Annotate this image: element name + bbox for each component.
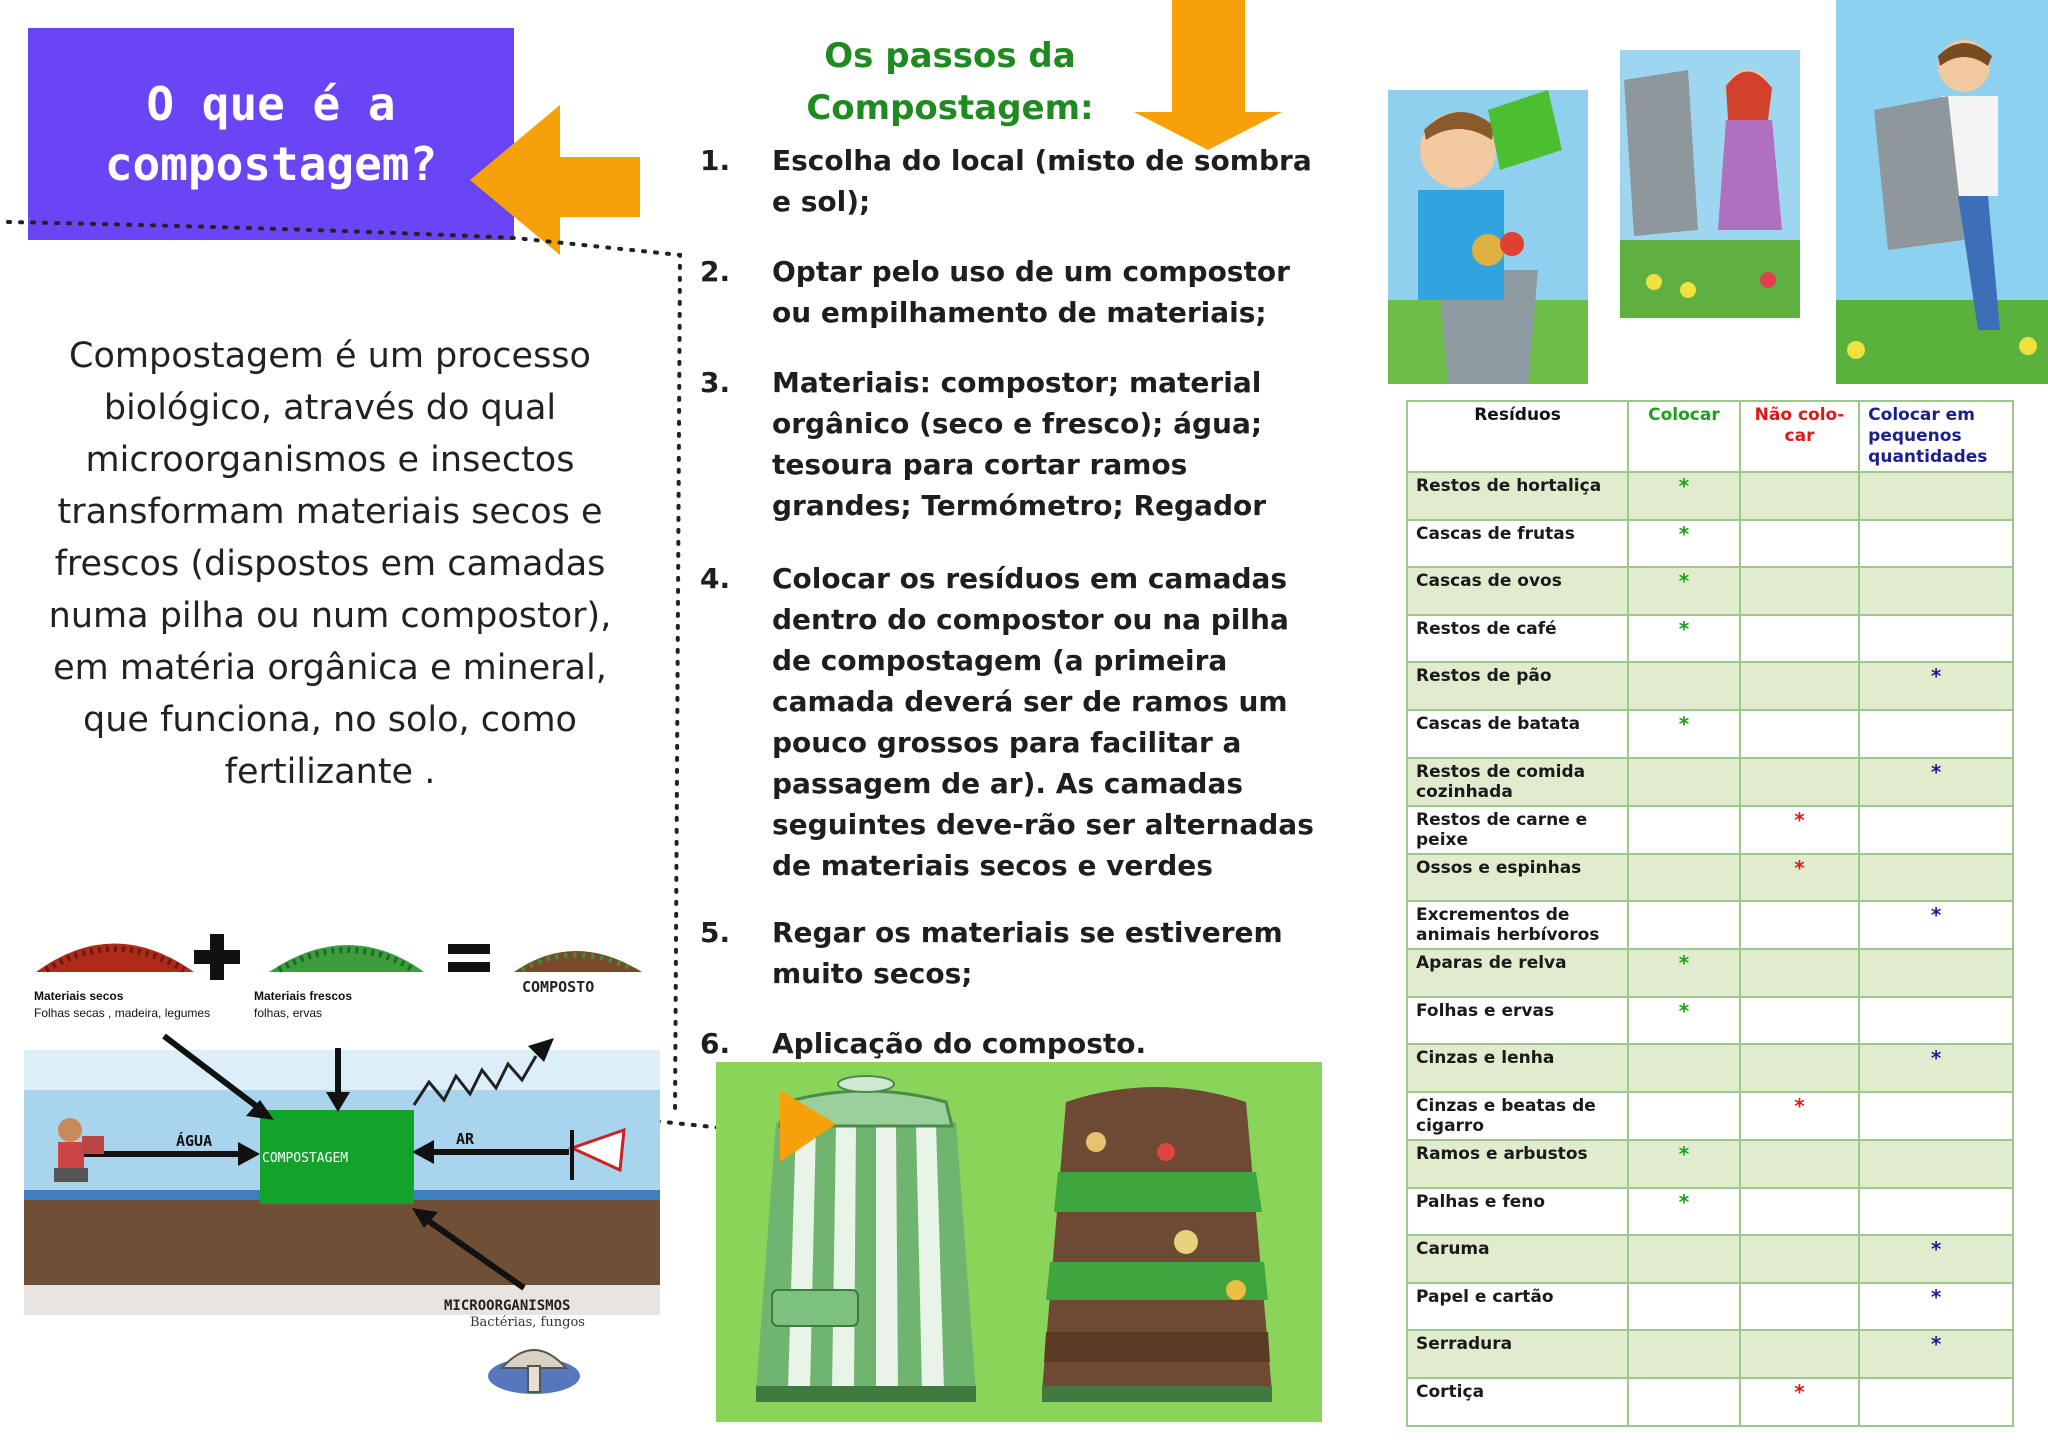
mark-colocar: * <box>1628 949 1740 997</box>
header-nao-colocar: Não colo-car <box>1740 401 1859 472</box>
mark-pequenas <box>1859 615 2013 663</box>
mark-pequenas <box>1859 567 2013 615</box>
step-text: Materiais: compostor; material orgânico (seco e fresco); água; tesoura para cortar ramos grandes; Termómetro; Regador <box>772 366 1267 522</box>
step-text: Optar pelo uso de um compostor ou empilhamento de materiais; <box>772 255 1290 329</box>
table-row <box>1407 949 2013 997</box>
waste-name: Folhas e ervas <box>1407 997 1628 1045</box>
mark-colocar: * <box>1628 472 1740 520</box>
arrow-down-icon <box>1134 0 1282 150</box>
compost-bins-illustration <box>716 1062 1322 1422</box>
mark-colocar: * <box>1628 567 1740 615</box>
table-row <box>1407 615 2013 663</box>
fresh-materials-pile <box>269 945 424 972</box>
waste-table <box>1406 400 2014 1427</box>
mark-colocar <box>1628 1235 1740 1283</box>
table-row <box>1407 1188 2013 1236</box>
waste-name: Restos de hortaliça <box>1407 472 1628 520</box>
mark-colocar <box>1628 662 1740 710</box>
table-row <box>1407 1140 2013 1188</box>
dry-materials-desc: Folhas secas , madeira, legumes <box>34 1006 211 1020</box>
composting-diagram <box>24 900 664 1420</box>
table-row <box>1407 567 2013 615</box>
step-number: 6. <box>700 1027 731 1060</box>
compost-bin-section <box>1042 1087 1272 1402</box>
table-header-row <box>1407 401 2013 472</box>
waste-name: Palhas e feno <box>1407 1188 1628 1236</box>
table-row <box>1407 854 2013 902</box>
mark-nao-colocar <box>1740 472 1859 520</box>
step-text: Colocar os resíduos em camadas dentro do compostor ou na pilha de compostagem (a primeira camada deverá ser de ramos um pouco grossos para facilitar a passagem de ar). As camadas seguintes deve-rão ser alternadas de materiais secos e verdes <box>772 562 1314 882</box>
mark-nao-colocar <box>1740 1283 1859 1331</box>
mark-nao-colocar <box>1740 901 1859 949</box>
mark-nao-colocar: * <box>1740 1378 1859 1426</box>
fresh-materials-desc: folhas, ervas <box>254 1006 323 1020</box>
waste-name: Serradura <box>1407 1330 1628 1378</box>
step-number: 5. <box>700 916 731 949</box>
waste-name: Excrementos de animais herbívoros <box>1407 901 1628 949</box>
mark-pequenas <box>1859 472 2013 520</box>
arrow-left-icon <box>470 105 640 255</box>
waste-name: Restos de carne e peixe <box>1407 806 1628 854</box>
mark-nao-colocar <box>1740 662 1859 710</box>
step-item <box>700 140 1332 222</box>
mark-colocar: * <box>1628 1188 1740 1236</box>
waste-name: Aparas de relva <box>1407 949 1628 997</box>
compost-bin-closed <box>756 1076 976 1402</box>
mark-pequenas: * <box>1859 901 2013 949</box>
dry-materials-title: Materiais secos <box>34 989 124 1003</box>
mark-colocar: * <box>1628 615 1740 663</box>
waste-name: Ossos e espinhas <box>1407 854 1628 902</box>
mark-pequenas <box>1859 997 2013 1045</box>
table-row <box>1407 758 2013 806</box>
mark-colocar <box>1628 1378 1740 1426</box>
mark-colocar <box>1628 806 1740 854</box>
mark-nao-colocar: * <box>1740 854 1859 902</box>
mark-nao-colocar <box>1740 520 1859 568</box>
mushroom-icon <box>488 1350 580 1394</box>
waste-name: Papel e cartão <box>1407 1283 1628 1331</box>
table-row <box>1407 1235 2013 1283</box>
mark-pequenas <box>1859 710 2013 758</box>
mark-pequenas <box>1859 1188 2013 1236</box>
step-item <box>700 362 1332 526</box>
compost-pile <box>514 951 642 972</box>
mark-colocar <box>1628 758 1740 806</box>
waste-name: Cinzas e lenha <box>1407 1044 1628 1092</box>
mark-nao-colocar <box>1740 949 1859 997</box>
mark-colocar <box>1628 854 1740 902</box>
step-item <box>700 558 1332 886</box>
mark-colocar: * <box>1628 520 1740 568</box>
microorganisms-title: MICROORGANISMOS <box>444 1298 571 1314</box>
mark-pequenas: * <box>1859 1330 2013 1378</box>
waste-name: Cascas de frutas <box>1407 520 1628 568</box>
table-row <box>1407 520 2013 568</box>
mark-pequenas: * <box>1859 1044 2013 1092</box>
mark-nao-colocar: * <box>1740 806 1859 854</box>
waste-name: Cortiça <box>1407 1378 1628 1426</box>
mark-nao-colocar <box>1740 1140 1859 1188</box>
table-row <box>1407 901 2013 949</box>
step-number: 1. <box>700 144 731 177</box>
table-row <box>1407 710 2013 758</box>
mark-colocar <box>1628 1330 1740 1378</box>
step-number: 4. <box>700 562 731 595</box>
composting-label: COMPOSTAGEM <box>262 1151 349 1166</box>
fresh-materials-title: Materiais frescos <box>254 989 353 1003</box>
mark-pequenas <box>1859 1092 2013 1140</box>
mark-nao-colocar <box>1740 997 1859 1045</box>
mark-colocar <box>1628 1092 1740 1140</box>
header-residuos: Resíduos <box>1407 401 1628 472</box>
mark-nao-colocar <box>1740 567 1859 615</box>
step-text: Aplicação do composto. <box>772 1027 1147 1060</box>
mark-colocar: * <box>1628 1140 1740 1188</box>
mark-colocar: * <box>1628 710 1740 758</box>
mark-pequenas <box>1859 520 2013 568</box>
mark-pequenas: * <box>1859 662 2013 710</box>
mark-nao-colocar <box>1740 1330 1859 1378</box>
table-row <box>1407 997 2013 1045</box>
microorganisms-desc: Bactérias, fungos <box>470 1315 585 1330</box>
step-text: Regar os materiais se estiverem muito secos; <box>772 916 1283 990</box>
mark-pequenas: * <box>1859 1235 2013 1283</box>
table-row <box>1407 806 2013 854</box>
table-row <box>1407 1044 2013 1092</box>
step-item <box>700 1023 1332 1064</box>
waste-name: Ramos e arbustos <box>1407 1140 1628 1188</box>
mark-pequenas: * <box>1859 1283 2013 1331</box>
mark-colocar: * <box>1628 997 1740 1045</box>
table-row <box>1407 472 2013 520</box>
header-colocar: Colocar <box>1628 401 1740 472</box>
waste-name: Restos de café <box>1407 615 1628 663</box>
mark-nao-colocar <box>1740 758 1859 806</box>
mark-pequenas: * <box>1859 758 2013 806</box>
steps-title: Os passos da Compostagem: <box>806 36 1094 128</box>
cartoon-man-carrying-bin <box>1836 0 2048 384</box>
mark-colocar <box>1628 1283 1740 1331</box>
compost-label: COMPOSTO <box>522 978 595 996</box>
mark-pequenas <box>1859 949 2013 997</box>
plus-icon <box>194 934 240 980</box>
mark-colocar <box>1628 1044 1740 1092</box>
mark-nao-colocar <box>1740 615 1859 663</box>
waste-name: Cinzas e beatas de cigarro <box>1407 1092 1628 1140</box>
page-title: O que é a compostagem? <box>104 77 438 191</box>
table-row <box>1407 1378 2013 1426</box>
table-body <box>1407 472 2013 1426</box>
mark-nao-colocar <box>1740 1044 1859 1092</box>
step-number: 2. <box>700 255 731 288</box>
equals-icon <box>448 944 490 972</box>
mark-colocar <box>1628 901 1740 949</box>
table-row <box>1407 1330 2013 1378</box>
table-row <box>1407 662 2013 710</box>
cartoon-woman-composting <box>1620 50 1800 318</box>
table-row <box>1407 1283 2013 1331</box>
step-item <box>700 912 1332 994</box>
air-label: AR <box>456 1130 475 1148</box>
waste-name: Cascas de batata <box>1407 710 1628 758</box>
waste-name: Caruma <box>1407 1235 1628 1283</box>
mark-nao-colocar <box>1740 1235 1859 1283</box>
composting-cartoons <box>1388 0 2048 390</box>
header-pequenas-quantidades: Colocar em pequenos quantidades <box>1859 401 2013 472</box>
waste-name: Restos de comida cozinhada <box>1407 758 1628 806</box>
mark-pequenas <box>1859 854 2013 902</box>
cartoon-boy-composting <box>1388 90 1588 384</box>
table-row <box>1407 1092 2013 1140</box>
step-text: Escolha do local (misto de sombra e sol); <box>772 144 1312 218</box>
water-label: ÁGUA <box>176 1132 213 1150</box>
mark-pequenas <box>1859 1140 2013 1188</box>
step-number: 3. <box>700 366 731 399</box>
mark-nao-colocar: * <box>1740 1092 1859 1140</box>
waste-name: Restos de pão <box>1407 662 1628 710</box>
mark-nao-colocar <box>1740 710 1859 758</box>
waste-name: Cascas de ovos <box>1407 567 1628 615</box>
mark-nao-colocar <box>1740 1188 1859 1236</box>
mark-pequenas <box>1859 1378 2013 1426</box>
mark-pequenas <box>1859 806 2013 854</box>
step-item <box>700 251 1332 333</box>
intro-paragraph: Compostagem é um processo biológico, através do qual microorganismos e insectos transformam materiais secos e frescos (dispostos em camadas numa pilha ou num compostor), em matéria orgânica e mineral, que funciona, no solo, como fertilizante . <box>48 336 612 792</box>
